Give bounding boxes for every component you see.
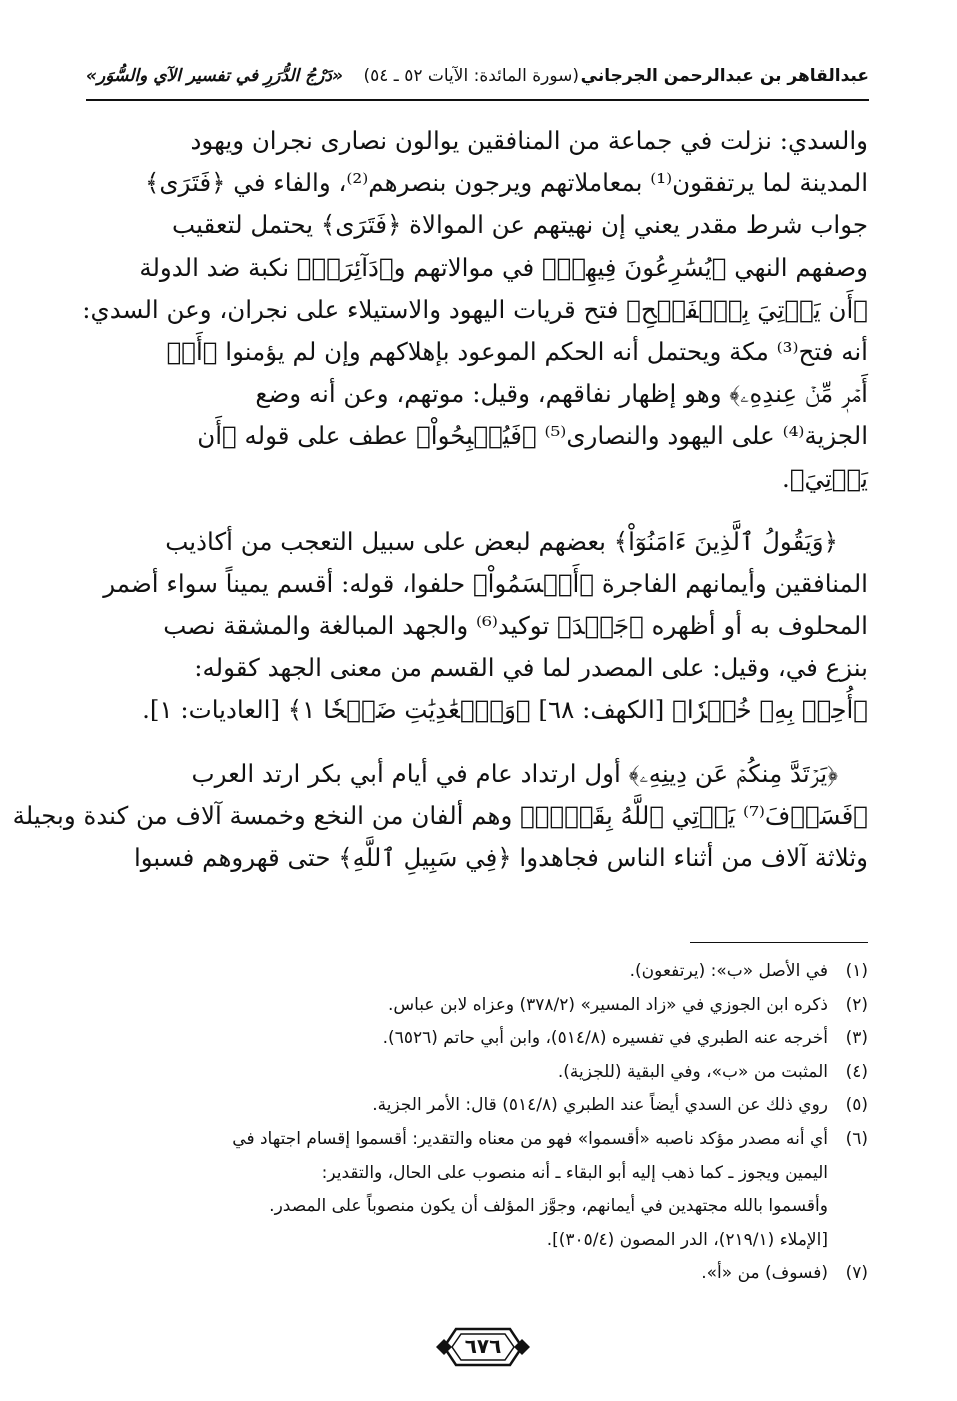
footnote-7 bbox=[94, 1257, 868, 1291]
header-author: عبدالقاهر بن عبدالرحمن الجرجاني bbox=[580, 66, 869, 86]
footnote-text: (فسوف) من «أ». bbox=[701, 1263, 828, 1284]
footnote-number: (٢) bbox=[845, 994, 868, 1015]
page-number-ornament bbox=[434, 1325, 532, 1369]
paragraph-2 bbox=[94, 521, 868, 732]
footnote-number: (٦) bbox=[845, 1128, 868, 1149]
text-line: ﴿يَرۡتَدَّ مِنكُمۡ عَن دِينِهِۦ﴾ أول ارتداد عام في أيام أبي بكر ارتد العرب bbox=[191, 758, 838, 788]
text-line: وثلاثة آلاف من أثناء الناس فجاهدوا ﴿فِي سَبِيلِ ٱللَّهِ﴾ حتى قهروهم فسبوا bbox=[133, 843, 868, 872]
footnote-text: [الإملاء (٢١٩/١)، الدر المصون (٣٠٥/٤)]. bbox=[546, 1229, 828, 1250]
text-line: بنزع في، وقيل: على المصدر لما في القسم من معنى الجهد كقوله: bbox=[194, 653, 868, 683]
footnote-2 bbox=[94, 989, 868, 1023]
header-book-title: «دَرْجُ الدُّرَرِ في تفسير الآي والسُّوَر» bbox=[86, 66, 343, 86]
footnote-3 bbox=[94, 1022, 868, 1056]
footnote-divider bbox=[690, 942, 868, 943]
running-header bbox=[86, 58, 869, 98]
footnote-number: (١) bbox=[845, 961, 868, 981]
footnote-text: المثبت من «ب»، وفي البقية (للجزية). bbox=[557, 1061, 828, 1082]
footnote-text: اليمين ويجوز ـ كما ذهب إليه أبو البقاء ـ أنه منصوب على الحال، والتقدير: bbox=[321, 1162, 828, 1183]
main-text bbox=[12, 120, 868, 879]
footnote-number: (٧) bbox=[845, 1263, 868, 1284]
footnotes bbox=[94, 955, 868, 1291]
footnote-text: في الأصل «ب»: (يرتفعون). bbox=[629, 961, 828, 981]
footnote-1 bbox=[94, 955, 868, 989]
text-line: المنافقين وأيمانهم الفاجرة ﴿أَقۡسَمُواْ﴾ حلفوا، قوله: أقسم يميناً سواء أضمر bbox=[103, 568, 868, 598]
text-line: يَأۡتِيَ﴾. bbox=[782, 463, 868, 493]
footnote-text: ذكره ابن الجوزي في «زاد المسير» (٣٧٨/٢) وعزاه لابن عباس. bbox=[387, 994, 828, 1015]
text-line: جواب شرط مقدر يعني إن نهيتهم عن الموالاة ﴿فَتَرَى﴾ يحتمل لتعقيب bbox=[172, 210, 868, 240]
footnote-text: روي ذلك عن السدي أيضاً عند الطبري (٥١٤/٨) قال: الأمر الجزية. bbox=[372, 1095, 828, 1116]
page-number: ٦٧٦ bbox=[464, 1334, 502, 1358]
footnote-text: أي أنه مصدر مؤكد ناصبه «أقسموا» فهو من معناه والتقدير: أقسموا إقسام اجتهاد في bbox=[232, 1128, 828, 1149]
footnote-text: وأقسموا بالله مجتهدين في أيمانهم، وجوَّز المؤلف أن يكون منصوباً على المصدر. bbox=[269, 1196, 828, 1217]
text-line: وصفهم النهي ﴿يُسَٰرِعُونَ فِيهِمۡ﴾ في موالاتهم و﴿دَآئِرَةٞ﴾ نكبة ضد الدولة bbox=[139, 252, 868, 282]
footnote-5 bbox=[94, 1089, 868, 1123]
text-line: أنه فتح⁽³⁾ مكة ويحتمل أنه الحكم الموعود بإهلاكهم وإن لم يؤمنوا ﴿أَوۡ bbox=[166, 336, 868, 366]
footnote-number: (٣) bbox=[845, 1028, 868, 1049]
text-line: ﴿أُحِطۡ بِهِۦ خُبۡرٗا﴾ [الكهف: ٦٨] ﴿وَٱلۡعَٰدِيَٰتِ ضَبۡحٗا ١﴾ [العاديات: ١]. bbox=[142, 695, 868, 725]
header-divider bbox=[86, 99, 869, 101]
text-line: المدينة لما يرتفقون⁽¹⁾ بمعاملاتهم ويرجون بنصرهم⁽²⁾، والفاء في ﴿فَتَرَى﴾ bbox=[145, 168, 868, 198]
text-line: أَمۡرٖ مِّنۡ عِندِهِۦ﴾ وهو إظهار نفاقهم، وقيل: موتهم، وعن أنه وضع bbox=[255, 379, 868, 409]
text-line: ﴿أَن يَأۡتِيَ بِٱلۡفَتۡحِ﴾ فتح قريات اليهود والاستيلاء على نجران، وعن السدي: bbox=[82, 294, 868, 324]
footnote-4 bbox=[94, 1056, 868, 1090]
text-line: ﴿فَسَوۡفَ⁽⁷⁾ يَأۡتِي ٱللَّهُ بِقَوۡمٖ﴾ وهم ألفان من النخع وخمسة آلاف من كندة وبجيلة bbox=[12, 800, 868, 830]
paragraph-1 bbox=[82, 120, 868, 500]
text-line: الجزية⁽⁴⁾ على اليهود والنصارى⁽⁵⁾ ﴿فَيُصۡبِحُواْ﴾ عطف على قوله ﴿أَن bbox=[197, 421, 868, 451]
footnote-number: (٤) bbox=[845, 1061, 868, 1082]
footnote-text: أخرجه عنه الطبري في تفسيره (٥١٤/٨)، وابن أبي حاتم (٦٥٢٦). bbox=[382, 1028, 828, 1049]
text-line: والسدي: نزلت في جماعة من المنافقين يوالون نصارى نجران ويهود bbox=[190, 126, 868, 155]
paragraph-3 bbox=[12, 753, 868, 880]
footnote-6 bbox=[94, 1123, 868, 1257]
footnote-number: (٥) bbox=[845, 1095, 868, 1116]
text-line: ﴿وَيَقُولُ ٱلَّذِينَ ءَامَنُوٓاْ﴾ بعضهم لبعض على سبيل التعجب من أكاذيب bbox=[165, 526, 838, 556]
header-surah-range: (سورة المائدة: الآيات ٥٢ ـ ٥٤) bbox=[363, 66, 579, 86]
text-line: المحلوف به أو أظهره ﴿جَهۡدَ﴾ توكيد⁽⁶⁾ والجهد المبالغة والمشقة نصب bbox=[163, 611, 868, 641]
